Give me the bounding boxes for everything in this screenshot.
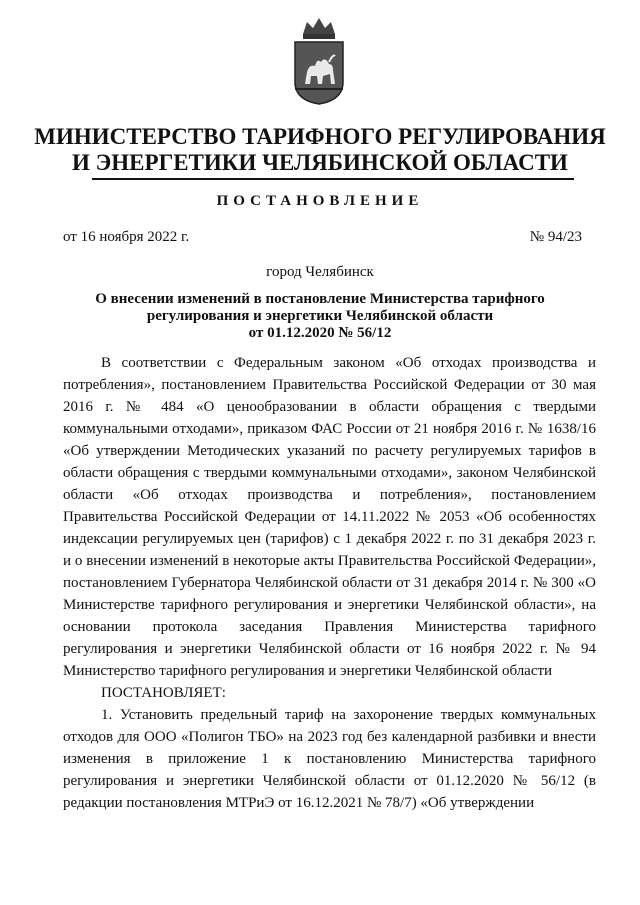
coat-of-arms-emblem (289, 14, 349, 106)
header-divider (92, 178, 574, 180)
decree-date: от 16 ноября 2022 г. (63, 229, 190, 245)
title-line2: регулирования и энергетики Челябинской области (146, 308, 494, 324)
resolve-heading: ПОСТАНОВЛЯЕТ: (101, 685, 226, 701)
ministry-name-line1: МИНИСТЕРСТВО ТАРИФНОГО РЕГУЛИРОВАНИЯ (34, 124, 606, 149)
city: город Челябинск (266, 264, 374, 280)
preamble-paragraph: В соответствии с Федеральным законом «Об отходах производства и потребления», постановлением Правительства Российской Федерации от 30 мая 2016 г. № 484 «О ценообразовании в области обращения с твердыми коммунальными отходами», приказом ФАС России от 21 ноября 2016 г. № 1638/16 «Об утверждении Методических указаний по расчету регулируемых тарифов в области обращения с твердыми коммунальными отходами», законом Челябинской области «Об отходах производства и потребления», постановлением Правительства Российской Федерации от 14.11.2022 № 2053 «Об особенностях индексации регулируемых цен (тарифов) с 1 декабря 2022 г. по 31 декабря 2023 г. и о внесении изменений в некоторые акты Правительства Российской Федерации», постановлением Губернатора Челябинской области от 31 декабря 2014 г. № 300 «О Министерстве тарифного регулирования и энергетики Челябинской области», на основании протокола заседания Правления Министерства тарифного регулирования и энергетики Челябинской области от 16 ноября 2022 г. № 94 Министерство тарифного регулирования и энергетики Челябинской области (63, 355, 596, 679)
document-type: ПОСТАНОВЛЕНИЕ (216, 193, 424, 209)
ministry-name-line2: И ЭНЕРГЕТИКИ ЧЕЛЯБИНСКОЙ ОБЛАСТИ (72, 150, 568, 175)
decree-number: № 94/23 (529, 229, 582, 245)
title-line1: О внесении изменений в постановление Министерства тарифного (95, 291, 545, 307)
decree-title (60, 291, 580, 342)
decree-body (63, 352, 596, 814)
item-1-paragraph: 1. Установить предельный тариф на захоронение твердых коммунальных отходов для ООО «Полигон ТБО» на 2023 год без календарной разбивки и внести изменения в приложение 1 к постановлению Министерства тарифного регулирования и энергетики Челябинской области от 01.12.2020 № 56/12 (в редакции постановления МТРиЭ от 16.12.2021 № 78/7) «Об утверждении (63, 707, 596, 811)
title-line3: от 01.12.2020 № 56/12 (248, 325, 392, 341)
